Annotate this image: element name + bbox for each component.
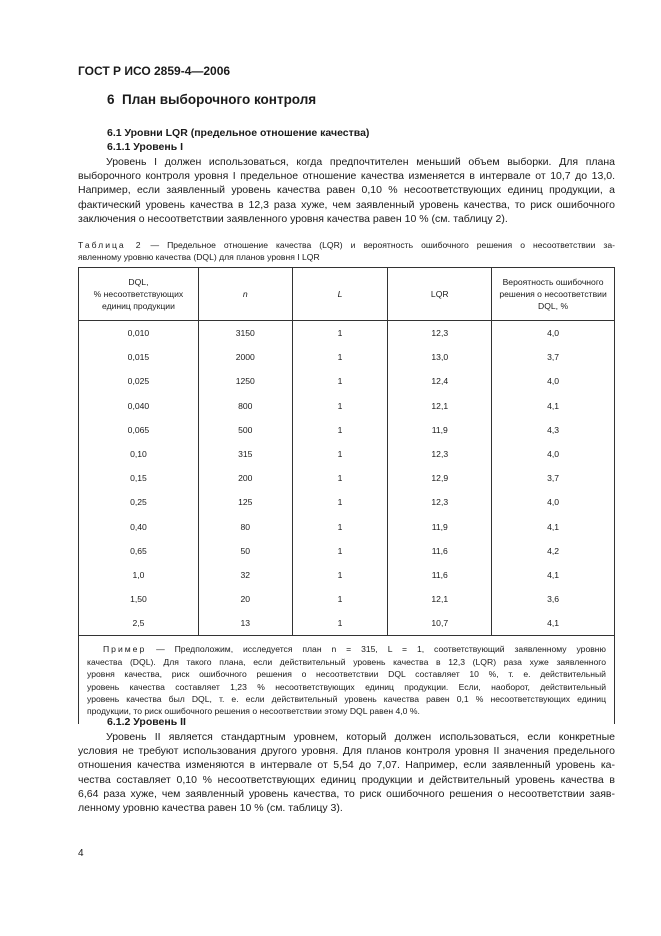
- table-caption: [78, 240, 615, 263]
- table-row: [79, 515, 615, 539]
- table-cell: 1: [292, 369, 388, 393]
- table-cell: 0,040: [79, 394, 199, 418]
- table-cell: 1: [292, 418, 388, 442]
- paragraph-line: чества составляет 0,10 % несоответствующих единиц продукции и действительный уровень качества в: [78, 773, 615, 786]
- header-line: % несоответствующих: [93, 289, 184, 299]
- table-cell: 1: [292, 539, 388, 563]
- header-line: единиц продукции: [101, 301, 175, 311]
- col-header-probability: [492, 268, 615, 321]
- table-cell: 80: [198, 515, 292, 539]
- subsection-6-1-2-title: 6.1.2 Уровень II: [107, 716, 186, 728]
- table-cell: 2,5: [79, 611, 199, 636]
- table-row: [79, 563, 615, 587]
- col-header-lqr: LQR: [388, 268, 492, 321]
- table-cell: 4,1: [492, 515, 615, 539]
- table-cell: 1: [292, 466, 388, 490]
- table-row: [79, 369, 615, 393]
- table-cell: 4,1: [492, 394, 615, 418]
- table-cell: 1: [292, 394, 388, 418]
- table-row: [79, 611, 615, 636]
- paragraph-line: условия не требуют использования другого уровня. Для планов контроля уровня II значения предельного: [78, 745, 615, 758]
- table-cell: 4,0: [492, 442, 615, 466]
- note-label: Пример: [103, 644, 147, 655]
- table-cell: 13,0: [388, 345, 492, 369]
- table-cell: 4,0: [492, 490, 615, 514]
- section-title-text: План выборочного контроля: [122, 92, 317, 107]
- header-line: решения о несоответствии: [499, 289, 607, 299]
- table-cell: 32: [198, 563, 292, 587]
- table-cell: 4,3: [492, 418, 615, 442]
- header-line: DQL, %: [538, 301, 569, 311]
- table-row: [79, 442, 615, 466]
- table-cell: 11,6: [388, 539, 492, 563]
- table-cell: 11,6: [388, 563, 492, 587]
- note-line: продукции, то риск ошибочного решения о несоответствии этому DQL равен 4,0 %.: [87, 706, 420, 717]
- subsection-6-1-title: 6.1 Уровни LQR (предельное отношение качества): [107, 127, 370, 139]
- table-row: [79, 418, 615, 442]
- paragraph-line: выборочного контроля уровня I предельное отношение качества изменяется в интервале от 10,7 до 13,0.: [78, 170, 615, 183]
- document-header: ГОСТ Р ИСО 2859-4—2006: [78, 64, 231, 78]
- table-cell: 1,0: [79, 563, 199, 587]
- table-cell: 11,9: [388, 418, 492, 442]
- table-cell: 4,1: [492, 563, 615, 587]
- table-row: [79, 490, 615, 514]
- table-cell: 20: [198, 587, 292, 611]
- table-cell: 0,25: [79, 490, 199, 514]
- table-cell: 1: [292, 587, 388, 611]
- table-cell: 50: [198, 539, 292, 563]
- table-cell: 1,50: [79, 587, 199, 611]
- paragraph-line: ленному уровню качества равен 10 % (см. таблицу 3).: [78, 802, 343, 815]
- table-cell: 4,1: [492, 611, 615, 636]
- note-line: уровень качества был DQL, т. е. если действительный уровень качества равен 0,1 % несоответствующих единиц: [87, 694, 606, 705]
- table-cell: 0,15: [79, 466, 199, 490]
- section-number: 6: [107, 92, 115, 107]
- table-row: [79, 394, 615, 418]
- table-cell: 3,6: [492, 587, 615, 611]
- table-body: [79, 321, 615, 636]
- table-cell: 1: [292, 611, 388, 636]
- note-line: — Предположим, исследуется план n = 315, L = 1, соответствующий заявленному уровню: [156, 644, 606, 655]
- table-cell: 3150: [198, 321, 292, 346]
- table-caption-line: явленному уровню качества (DQL) для планов уровня I LQR: [78, 251, 320, 262]
- table-cell: 4,0: [492, 321, 615, 346]
- note-line: уровень качества составляет 1,23 % несоответствующих единиц продукции. Если, наоборот, действительный: [87, 681, 606, 692]
- table-cell: 10,7: [388, 611, 492, 636]
- table-cell: 1: [292, 563, 388, 587]
- table-cell: 0,65: [79, 539, 199, 563]
- table-row: [79, 539, 615, 563]
- note-line: качества (DQL). Для такого плана, если действительный уровень качества в 12,3 (LQR) раза хуже заявленного: [87, 656, 606, 667]
- paragraph-line: Уровень I должен использоваться, когда предпочтителен меньший объем выборки. Для плана: [106, 156, 615, 168]
- table-cell: 12,9: [388, 466, 492, 490]
- table-cell: 200: [198, 466, 292, 490]
- section-title: [107, 92, 316, 107]
- col-header-L: L: [292, 268, 388, 321]
- table-cell: 4,0: [492, 369, 615, 393]
- paragraph-level-1: [78, 155, 615, 226]
- table-row: [79, 587, 615, 611]
- table-cell: 1: [292, 490, 388, 514]
- table-cell: 800: [198, 394, 292, 418]
- table-cell: 12,1: [388, 394, 492, 418]
- table-cell: 3,7: [492, 345, 615, 369]
- table-caption-line: — Предельное отношение качества (LQR) и вероятность ошибочного решения о несоответствии за-: [142, 240, 615, 250]
- table-cell: 12,4: [388, 369, 492, 393]
- table-cell: 125: [198, 490, 292, 514]
- paragraph-line: заключения о несоответствии заявленного уровня качества равен 10 % (см. таблицу 2).: [78, 212, 508, 225]
- col-header-n: n: [198, 268, 292, 321]
- table-row: [79, 345, 615, 369]
- table-cell: 0,010: [79, 321, 199, 346]
- table-cell: 11,9: [388, 515, 492, 539]
- paragraph-line: Например, если заявленный уровень качества равен 0,10 % несоответствующих единиц продукции, а: [78, 184, 615, 197]
- paragraph-line: Уровень II является стандартным уровнем, который должен использоваться, если конкретные: [106, 731, 615, 743]
- note-line: уровня качества, риск ошибочного решения о несоответствии DQL составляет 10 %, т. е. действительный: [87, 669, 606, 680]
- table-cell: 12,3: [388, 321, 492, 346]
- table-cell: 4,2: [492, 539, 615, 563]
- table-cell: 1: [292, 442, 388, 466]
- table-cell: 0,015: [79, 345, 199, 369]
- table-2: [78, 267, 615, 724]
- table-row: [79, 321, 615, 346]
- table-caption-label: Таблица 2: [78, 240, 143, 250]
- table-cell: 12,3: [388, 442, 492, 466]
- table-note-row: [79, 636, 615, 724]
- table-cell: 12,1: [388, 587, 492, 611]
- table-cell: 0,10: [79, 442, 199, 466]
- table-cell: 500: [198, 418, 292, 442]
- table-header-row: [79, 268, 615, 321]
- table-cell: 2000: [198, 345, 292, 369]
- col-header-dql: [79, 268, 199, 321]
- table-row: [79, 466, 615, 490]
- table-cell: 1250: [198, 369, 292, 393]
- paragraph-line: отношения качества изменяются в интервале от 5,54 до 7,07. Например, если заявленный уровень ка-: [78, 759, 615, 772]
- header-line: DQL,: [128, 277, 149, 287]
- table-cell: 315: [198, 442, 292, 466]
- table-note: [79, 636, 615, 724]
- paragraph-line: фактический уровень качества в 12,3 раза хуже, чем заявленный уровень качества, то риск ошибочного: [78, 198, 615, 211]
- table-cell: 0,025: [79, 369, 199, 393]
- header-line: Вероятность ошибочного: [502, 277, 604, 287]
- table-cell: 1: [292, 515, 388, 539]
- table-cell: 0,40: [79, 515, 199, 539]
- paragraph-level-2: [78, 730, 615, 815]
- table-cell: 3,7: [492, 466, 615, 490]
- page-number: 4: [78, 848, 84, 859]
- paragraph-line: 6,64 раза хуже, чем заявленный уровень качества, то риск ошибочного решения о несоответствии заяв-: [78, 787, 615, 800]
- table-cell: 1: [292, 345, 388, 369]
- table-cell: 13: [198, 611, 292, 636]
- table-cell: 1: [292, 321, 388, 346]
- table-cell: 12,3: [388, 490, 492, 514]
- table-cell: 0,065: [79, 418, 199, 442]
- subsection-6-1-1-title: 6.1.1 Уровень I: [107, 141, 184, 153]
